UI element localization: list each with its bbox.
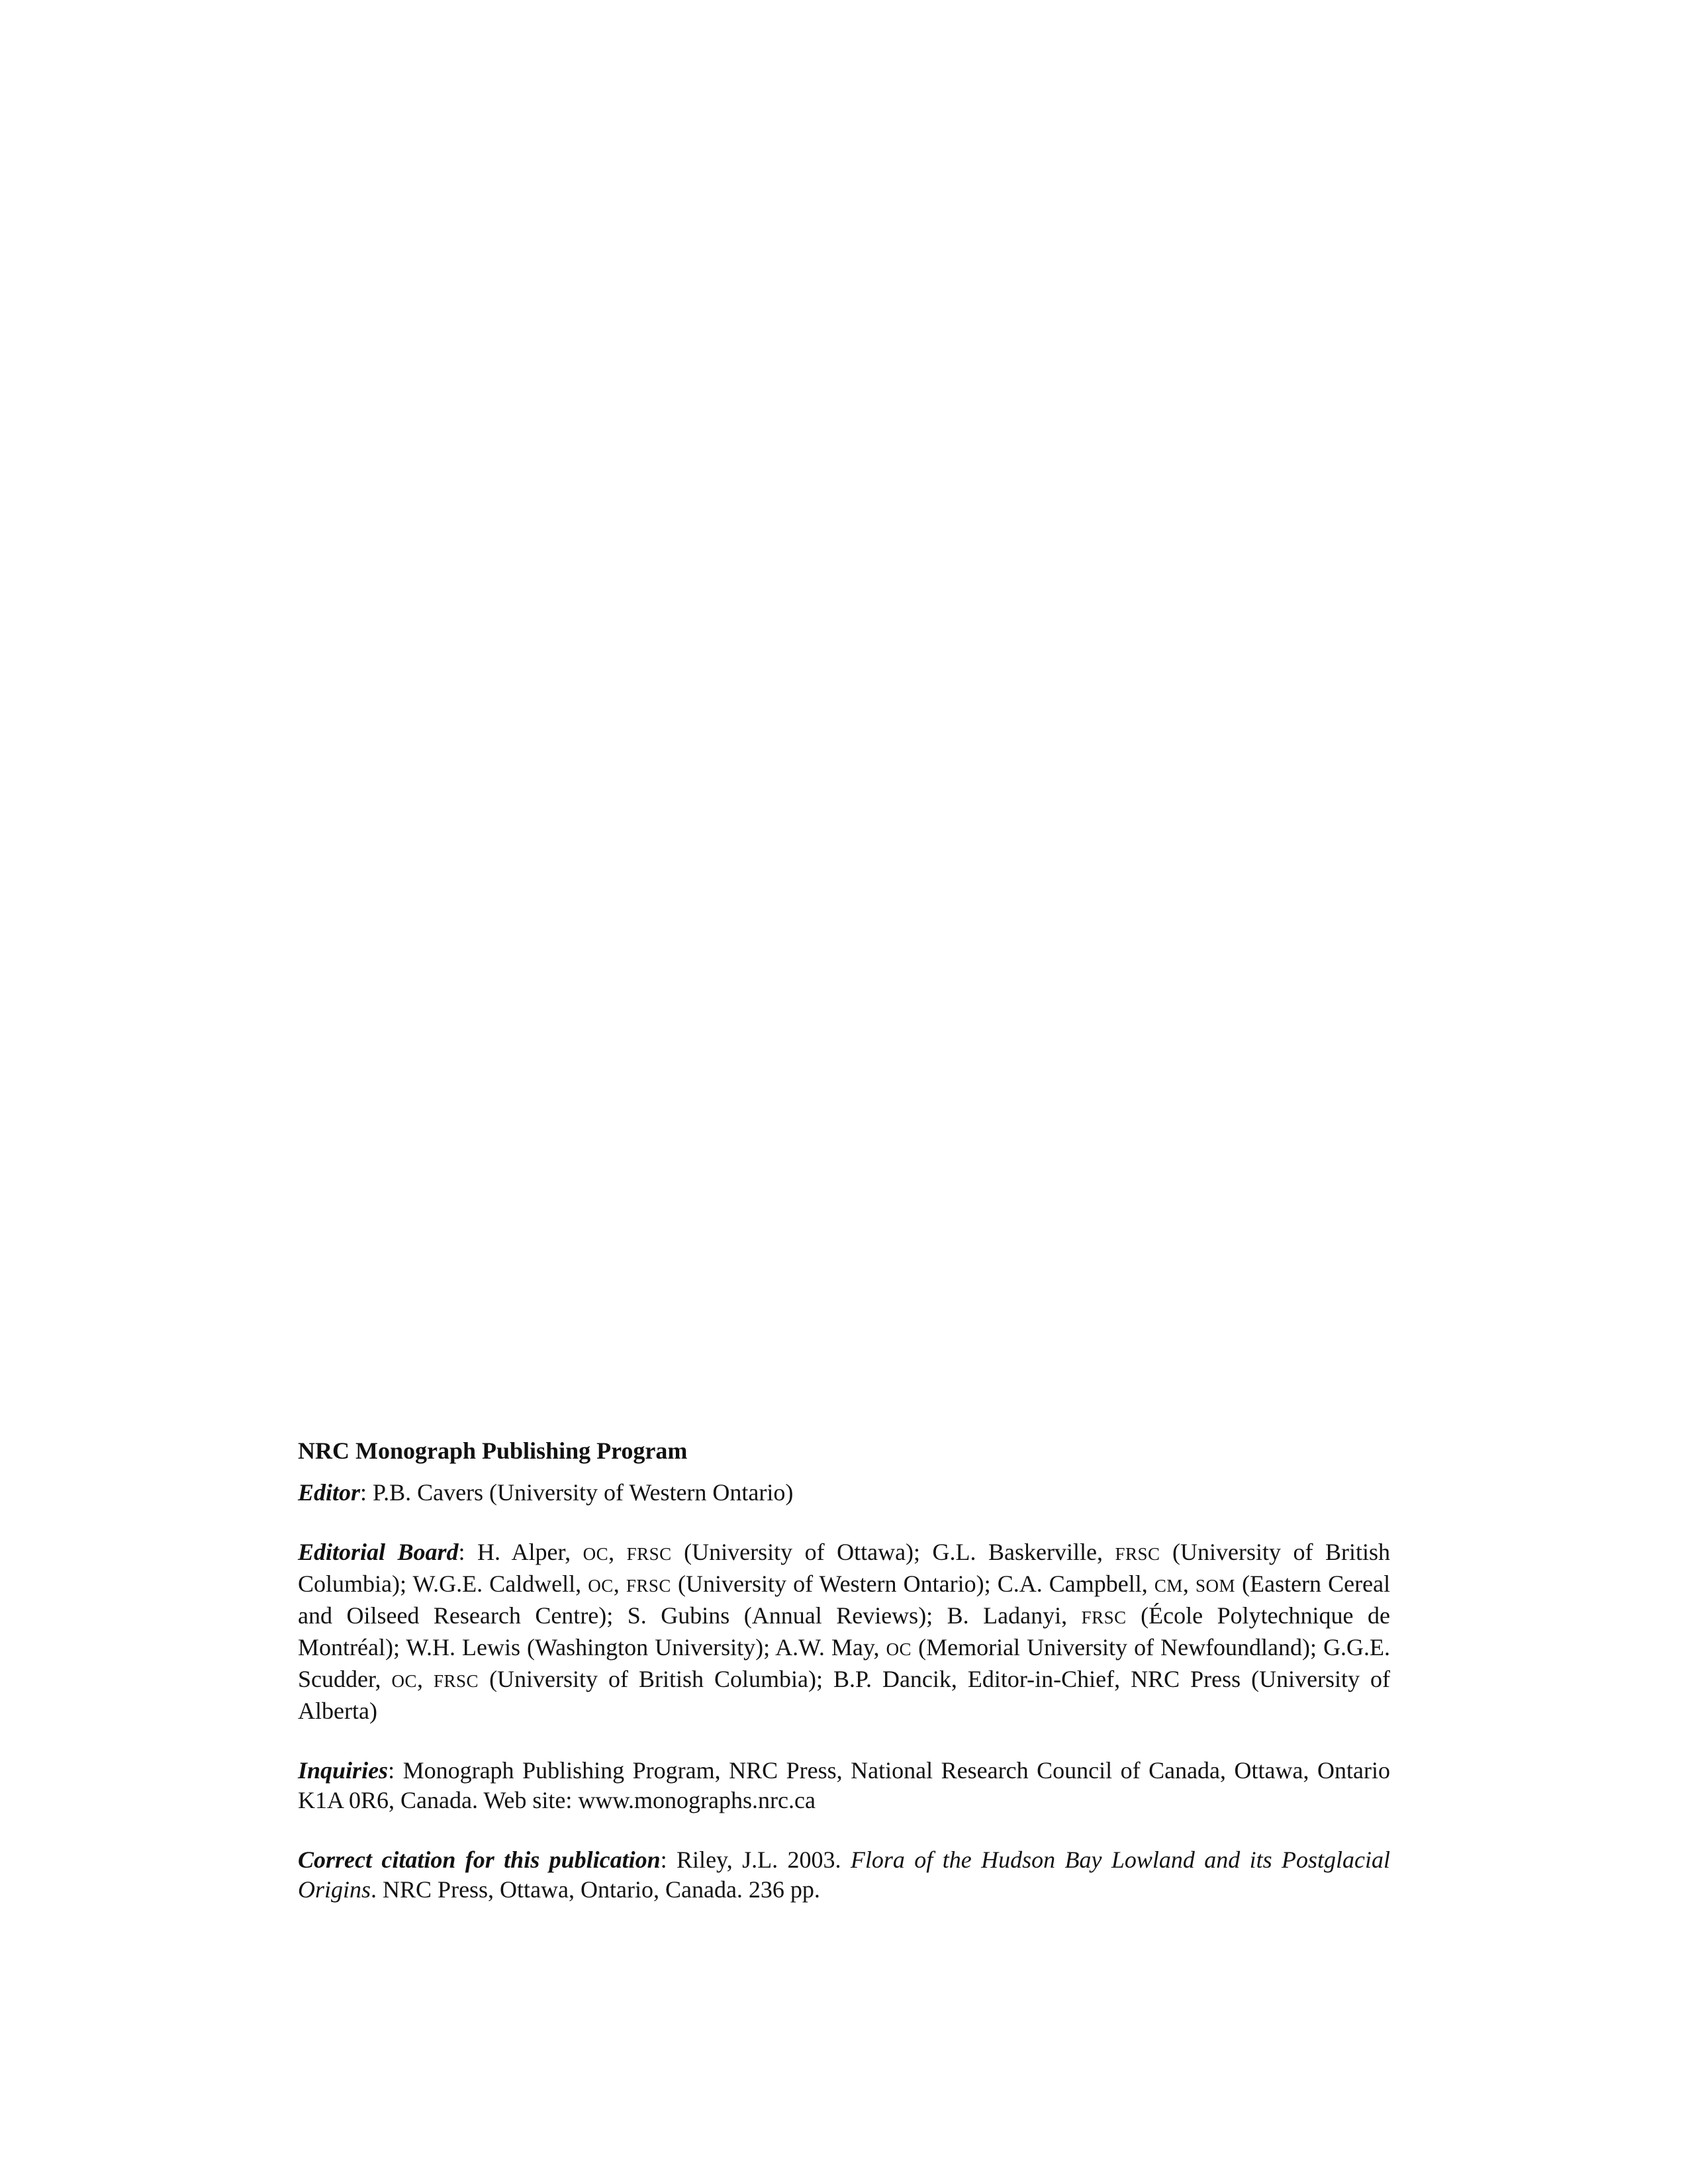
board-member-affiliation: (Washington University); [527,1634,771,1661]
inquiries-line: Inquiries: Monograph Publishing Program, NRC Press, National Research Council of Canada, Ottawa, Ontario K1A 0R6, Canada. Web site: www.monographs.nrc.ca [298,1757,1390,1813]
editorial-board-label: Editorial Board [298,1539,459,1565]
inquiries-label: Inquiries [298,1757,389,1784]
editorial-board: Editorial Board: H. Alper, OC, FRSC (University of Ottawa); G.L. Baskerville, FRSC (University of British Columbia); W.G.E. Caldwell, OC, FRSC (University of Western Ontario); C.A. Campbell, CM, SOM (Eastern Cereal and Oilseed Research Centre); S. Gubins (Annual Reviews); B. Ladanyi, FRSC (École Polytechnique de Montréal); W.H. Lewis (Washington University); A.W. May, OC (Memorial University of Newfoundland); G.G.E. Scudder, OC, FRSC (University of British Columbia); B.P. Dancik, Editor-in-Chief, NRC Press (University of Alberta) [298,1539,1391,1724]
board-member-honor: FRSC [626,1544,672,1564]
board-member-name: S. Gubins [627,1602,730,1629]
board-member-name: W.H. Lewis [406,1634,521,1661]
board-member-honor: CM [1154,1576,1183,1596]
board-member-honor: FRSC [434,1671,479,1691]
citation-title: Flora of the Hudson Bay Lowland and its Postglacial Origins [298,1846,1391,1903]
board-member-honor: OC [391,1671,418,1691]
imprint-block [298,1436,1390,1934]
board-member-affiliation: (University of Western Ontario); [678,1570,991,1597]
board-member-name: W.G.E. Caldwell, [412,1570,582,1597]
board-member-honor: OC [588,1576,614,1596]
board-member-honor: FRSC [1115,1544,1160,1564]
board-member: W.G.E. Caldwell, OC, FRSC (University of Western Ontario); [412,1570,991,1597]
board-member [406,1634,770,1661]
board-member-name: G.L. Baskerville, [932,1539,1103,1565]
citation-line: Correct citation for this publication: Riley, J.L. 2003. Flora of the Hudson Bay Lowland and its Postglacial Origins. NRC Press, Ottawa, Ontario, Canada. 236 pp. [298,1846,1391,1903]
editor-label: Editor [298,1479,361,1506]
board-member-honor: FRSC [1081,1608,1127,1627]
board-member-affiliation: (University of British Columbia); [489,1666,823,1692]
board-member-affiliation: (École Polytechnique de Montréal); [298,1602,1391,1661]
board-member [628,1602,933,1629]
board-member-honor: FRSC [626,1576,671,1596]
board-member-honor: OC [583,1544,609,1564]
board-member: C.A. Campbell, CM, SOM (Eastern Cereal and Oilseed Research Centre); [298,1570,1391,1629]
board-member-affiliation: (University of Ottawa); [684,1539,921,1565]
board-member: G.G.E. Scudder, OC, FRSC (University of British Columbia); [298,1634,1391,1692]
program-title: NRC Monograph Publishing Program [298,1437,688,1464]
citation-label: Correct citation for this publication [298,1846,661,1873]
citation-prefix: Riley, J.L. 2003. [677,1846,841,1873]
board-member-name: G.G.E. Scudder, [298,1634,1391,1692]
board-member-affiliation: (University of British Columbia); [298,1539,1391,1597]
editor-text: P.B. Cavers (University of Western Ontario) [373,1479,794,1506]
editor-line: Editor: P.B. Cavers (University of Western Ontario) [298,1479,794,1506]
board-member-name: B.P. Dancik, Editor-in-Chief, NRC Press [833,1666,1241,1692]
editorial-board-members [298,1539,1390,1724]
board-member-honor: OC [886,1639,912,1659]
board-member-affiliation: (Eastern Cereal and Oilseed Research Centre); [298,1570,1391,1629]
board-member: H. Alper, OC, FRSC (University of Ottawa); [477,1539,921,1565]
board-member-honor: SOM [1195,1576,1236,1596]
board-member-name: A.W. May, [775,1634,880,1661]
board-member-affiliation: (Annual Reviews); [743,1602,933,1629]
inquiries-text: Monograph Publishing Program, NRC Press, National Research Council of Canada, Ottawa, Ontario K1A 0R6, Canada. Web site: www.monographs.nrc.ca [298,1757,1390,1813]
board-member-affiliation: (Memorial University of Newfoundland); [918,1634,1317,1661]
board-member-name: B. Ladanyi, [947,1602,1068,1629]
board-member-name: C.A. Campbell, [997,1570,1148,1597]
board-member-name: H. Alper, [477,1539,571,1565]
board-member-affiliation: (University of Alberta) [298,1666,1391,1724]
citation-suffix: . NRC Press, Ottawa, Ontario, Canada. 236 pp. [371,1876,820,1903]
board-member [775,1634,1317,1661]
